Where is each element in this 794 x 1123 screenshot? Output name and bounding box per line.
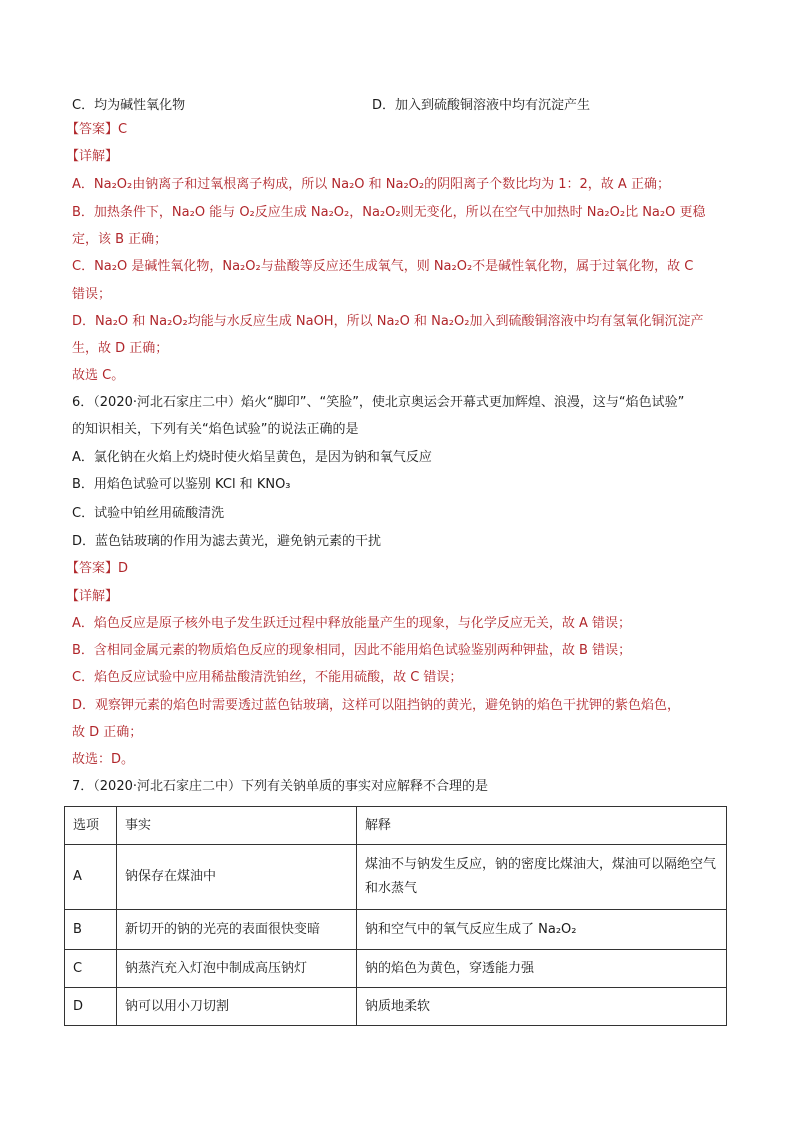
row-fact: 钠蒸汽充入灯泡中制成高压钠灯 (117, 950, 357, 988)
detail-label-q6: 【详解】 (66, 589, 119, 604)
row-explanation: 钠和空气中的氧气反应生成了 Na₂O₂ (357, 910, 727, 950)
row-fact: 钠保存在煤油中 (117, 845, 357, 910)
header-fact: 事实 (117, 807, 357, 845)
q6-explanation-line: 故 D 正确； (72, 725, 143, 740)
option-d: D．加入到硫酸铜溶液中均有沉淀产生 (372, 98, 591, 113)
q6-explanation-line: B．含相同金属元素的物质焰色反应的现象相同，因此不能用焰色试验鉴别两种钾盐，故 B 错误； (72, 643, 632, 658)
q5-explanation-line: A．Na₂O₂由钠离子和过氧根离子构成，所以 Na₂O 和 Na₂O₂的阴阳离子个数比均为 1：2，故 A 正确； (72, 177, 670, 192)
q6-option-c: C．试验中铂丝用硫酸清洗 (72, 506, 225, 521)
row-fact: 新切开的钠的光亮的表面很快变暗 (117, 910, 357, 950)
q7-stem: 7．（2020·河北石家庄二中）下列有关钠单质的事实对应解释不合理的是 (72, 779, 488, 794)
row-explanation: 钠的焰色为黄色，穿透能力强 (357, 950, 727, 988)
q5-explanation-line: 错误； (72, 287, 112, 302)
table-row (65, 988, 727, 1026)
row-option: B (65, 910, 117, 950)
q6-explanation-line: C．焰色反应试验中应用稀盐酸清洗铂丝，不能用硫酸，故 C 错误； (72, 670, 463, 685)
q6-option-a: A．氯化钠在火焰上灼烧时使火焰呈黄色，是因为钠和氧气反应 (72, 450, 432, 465)
answer-label-q6: 【答案】D (66, 561, 129, 576)
table-row (65, 950, 727, 988)
table-row (65, 910, 727, 950)
table-row (65, 845, 727, 910)
q6-stem-line: 的知识相关，下列有关“焰色试验”的说法正确的是 (72, 422, 359, 437)
q6-stem-line: 6．（2020·河北石家庄二中）焰火“脚印”、“笑脸”，使北京奥运会开幕式更加辉煌、浪漫，这与“焰色试验” (72, 395, 685, 410)
detail-label-q5: 【详解】 (66, 149, 119, 164)
header-explanation: 解释 (357, 807, 727, 845)
q5-explanation-line: C．Na₂O 是碱性氧化物，Na₂O₂与盐酸等反应还生成氧气，则 Na₂O₂不是碱性氧化物，属于过氧化物，故 C (72, 259, 694, 274)
q5-explanation-line: D．Na₂O 和 Na₂O₂均能与水反应生成 NaOH，所以 Na₂O 和 Na₂O₂加入到硫酸铜溶液中均有氢氧化铜沉淀产 (72, 314, 704, 329)
header-option: 选项 (65, 807, 117, 845)
row-fact: 钠可以用小刀切割 (117, 988, 357, 1026)
row-option: D (65, 988, 117, 1026)
q6-option-d: D．蓝色钴玻璃的作用为滤去黄光，避免钠元素的干扰 (72, 534, 382, 549)
answer-label-q5: 【答案】C (66, 122, 128, 137)
q6-explanation-line: D．观察钾元素的焰色时需要透过蓝色钴玻璃，这样可以阻挡钠的黄光，避免钠的焰色干扰钾的紫色焰色， (72, 698, 681, 713)
q6-conclusion: 故选：D。 (72, 752, 135, 767)
question-5-options-row (72, 94, 722, 114)
q5-explanation-line: 定，该 B 正确； (72, 232, 168, 247)
row-explanation: 煤油不与钠发生反应，钠的密度比煤油大，煤油可以隔绝空气和水蒸气 (357, 845, 727, 910)
q6-option-b: B．用焰色试验可以鉴别 KCl 和 KNO₃ (72, 477, 291, 492)
row-explanation: 钠质地柔软 (357, 988, 727, 1026)
option-c: C．均为碱性氧化物 (72, 98, 186, 113)
row-option: A (65, 845, 117, 910)
q5-explanation-line: 生，故 D 正确； (72, 341, 169, 356)
q6-explanation-line: A．焰色反应是原子核外电子发生跃迁过程中释放能量产生的现象，与化学反应无关，故 A 错误； (72, 616, 632, 631)
q5-conclusion: 故选 C。 (72, 368, 125, 383)
row-option: C (65, 950, 117, 988)
q5-explanation-line: B．加热条件下，Na₂O 能与 O₂反应生成 Na₂O₂，Na₂O₂则无变化，所以在空气中加热时 Na₂O₂比 Na₂O 更稳 (72, 205, 706, 220)
q7-table (64, 806, 727, 1026)
table-header-row (65, 807, 727, 845)
